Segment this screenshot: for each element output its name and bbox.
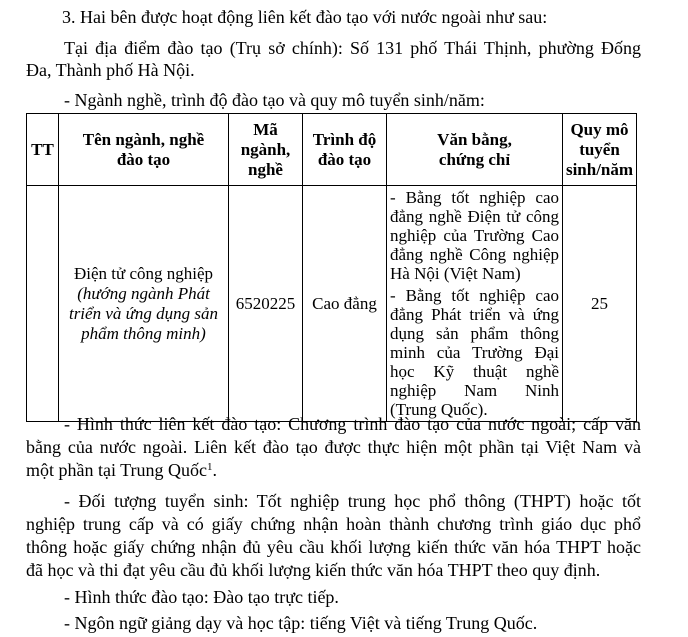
- scope-intro: - Ngành nghề, trình độ đào tạo và quy mô tuyển sinh/năm:: [64, 90, 485, 110]
- header-cert: Văn bằng, chứng chỉ: [387, 114, 563, 186]
- cell-cert: - Bằng tốt nghiệp cao đẳng nghề Điện tử công nghiệp của Trường Cao đẳng nghề Công nghiệp Hà Nội (Việt Nam) - Bằng tốt nghiệp cao đẳng Phát triển và ứng dụng sản phẩm thông minh của Trường Đại học Kỹ thuật nghề nghiệp Nam Ninh (Trung Quốc).: [387, 186, 563, 422]
- training-table: [26, 113, 637, 422]
- table-header-row: [27, 114, 637, 186]
- form-line-1: - Hình thức liên kết đào tạo: Chương trình đào tạo của nước ngoài; cấp văn: [64, 414, 641, 434]
- target-line-3: thông hoặc giấy chứng nhận đủ yêu cầu khối lượng kiến thức văn hóa THPT hoặc: [26, 537, 641, 557]
- training-mode: - Hình thức đào tạo: Đào tạo trực tiếp.: [64, 587, 339, 607]
- form-line-2: bằng của nước ngoài. Liên kết đào tạo được thực hiện một phần tại Việt Nam và: [26, 437, 641, 457]
- table-row: [27, 186, 637, 422]
- header-level: Trình độ đào tạo: [303, 114, 387, 186]
- cell-tt: [27, 186, 59, 422]
- location-line-2: Đa, Thành phố Hà Nội.: [26, 60, 195, 80]
- cell-quota: 25: [563, 186, 637, 422]
- cell-level: Cao đẳng: [303, 186, 387, 422]
- header-code: Mã ngành, nghề: [229, 114, 303, 186]
- cell-code: 6520225: [229, 186, 303, 422]
- location-line-1: Tại địa điểm đào tạo (Trụ sở chính): Số 131 phố Thái Thịnh, phường Đống: [64, 38, 641, 58]
- teaching-language: - Ngôn ngữ giảng dạy và học tập: tiếng Việt và tiếng Trung Quốc.: [64, 613, 538, 633]
- header-tt: TT: [27, 114, 59, 186]
- section-heading: 3. Hai bên được hoạt động liên kết đào tạo với nước ngoài như sau:: [62, 7, 548, 27]
- target-line-2: nghiệp trung cấp và có giấy chứng nhận hoàn thành chương trình giáo dục phổ: [26, 514, 641, 534]
- form-line-3: một phần tại Trung Quốc$^1$.: [26, 460, 218, 480]
- header-name: Tên ngành, nghề đào tạo: [59, 114, 229, 186]
- target-line-4: đã học và thi đạt yêu cầu đủ khối lượng kiến thức văn hóa THPT theo quy định.: [26, 560, 601, 580]
- header-quota: Quy mô tuyển sinh/năm: [563, 114, 637, 186]
- footnote-marker[interactable]: 1: [207, 461, 213, 473]
- cell-name: Điện tử công nghiệp (hướng ngành Phát triển và ứng dụng sản phẩm thông minh): [59, 186, 229, 422]
- target-line-1: - Đối tượng tuyển sinh: Tốt nghiệp trung học phổ thông (THPT) hoặc tốt: [64, 491, 641, 511]
